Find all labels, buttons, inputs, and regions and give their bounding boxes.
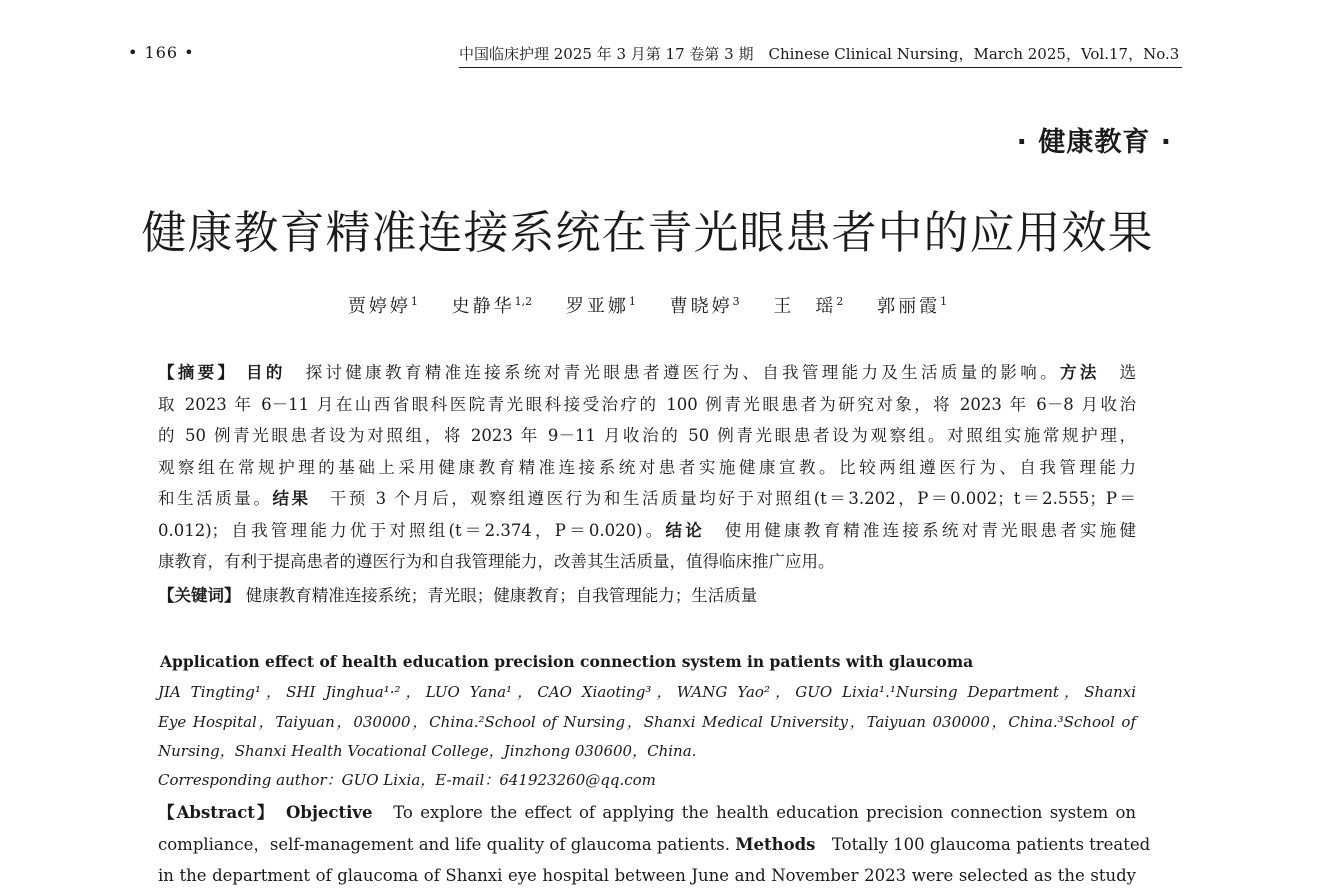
author-name: 贾婷婷 bbox=[347, 296, 411, 317]
affiliation-line: Eye Hospital，Taiyuan，030000，China.²School of Nursing，Shanxi Medical University，Taiyuan 030000，China.³School of bbox=[158, 712, 1136, 731]
abstract-en-label: 【Abstract】 bbox=[158, 803, 268, 822]
author-affil-sup: 2 bbox=[836, 295, 844, 308]
abstract-en-line bbox=[158, 797, 1136, 829]
abstract-cn-line bbox=[158, 515, 1136, 547]
abstract-cn-text: 0.012)；自我管理能力优于对照组(t＝2.374，P＝0.020)。 bbox=[158, 520, 666, 540]
author-list-cn bbox=[0, 292, 1295, 318]
corresponding-author-line: Corresponding author：GUO Lixia，E-mail：641923260@qq.com bbox=[158, 771, 656, 789]
author-affil-sup: 3 bbox=[732, 295, 740, 308]
author-cn bbox=[452, 296, 533, 317]
affiliation-line: JIA Tingting¹，SHI Jinghua¹·²，LUO Yana¹，CAO Xiaoting³，WANG Yao²，GUO Lixia¹.¹Nursing Department，Shanxi bbox=[158, 683, 1136, 701]
abstract-en-text: compliance，self-management and life quality of glaucoma patients. bbox=[158, 834, 730, 854]
keywords-cn-text: 健康教育精准连接系统；青光眼；健康教育；自我管理能力；生活质量 bbox=[245, 586, 758, 605]
author-name: 王 瑶 bbox=[773, 296, 837, 317]
author-affil-sup: 1 bbox=[628, 295, 636, 308]
section-label: · 健康教育 · bbox=[1016, 127, 1172, 158]
methods-label-en: Methods bbox=[735, 834, 816, 854]
author-name: 罗亚娜 bbox=[565, 296, 629, 317]
abstract-cn-line: 的 50 例青光眼患者设为对照组，将 2023 年 9－11 月收治的 50 例青光眼患者设为观察组。对照组实施常规护理， bbox=[158, 426, 1136, 445]
abstract-cn-text: 探讨健康教育精准连接系统对青光眼患者遵医行为、自我管理能力及生活质量的影响。 bbox=[305, 363, 1060, 382]
abstract-cn-line bbox=[158, 483, 1136, 515]
keywords-cn-label: 【关键词】 bbox=[158, 586, 241, 605]
abstract-cn-text: 使用健康教育精准连接系统对青光眼患者实施健 bbox=[724, 520, 1137, 540]
english-title: Application effect of health education precision connection system in patients with glaucoma bbox=[160, 652, 974, 671]
corresponding-author bbox=[158, 766, 1136, 796]
abstract-cn-line: 康教育，有利于提高患者的遵医行为和自我管理能力，改善其生活质量，值得临床推广应用。 bbox=[158, 552, 835, 571]
abstract-en-text: Totally 100 glaucoma patients treated bbox=[831, 834, 1151, 854]
author-name: 曹晓婷 bbox=[669, 296, 733, 317]
abstract-cn-text: 选 bbox=[1119, 363, 1137, 382]
keywords-cn bbox=[158, 580, 1136, 612]
methods-label-cn: 方法 bbox=[1060, 363, 1100, 382]
abstract-cn bbox=[158, 357, 1136, 578]
author-affil-sup: 1,2 bbox=[514, 295, 533, 308]
abstract-en-line bbox=[158, 829, 1151, 861]
abstract-cn-text: 干预 3 个月后，观察组遵医行为和生活质量均好于对照组(t＝3.202，P＝0.002；t＝2.555；P＝ bbox=[329, 489, 1136, 508]
author-cn bbox=[877, 296, 947, 317]
author-cn bbox=[566, 296, 636, 317]
abstract-cn-label: 【摘要】 bbox=[158, 363, 238, 382]
conclusion-label-cn: 结论 bbox=[665, 520, 705, 540]
author-cn bbox=[773, 296, 843, 317]
author-affil-sup: 1 bbox=[940, 295, 948, 308]
abstract-cn-line bbox=[158, 357, 1136, 389]
keywords-cn-line bbox=[158, 580, 1136, 612]
author-name: 史静华 bbox=[451, 296, 515, 317]
objective-label-en: Objective bbox=[286, 803, 373, 822]
abstract-en bbox=[158, 797, 1151, 892]
author-name: 郭丽霞 bbox=[877, 296, 941, 317]
author-affil-sup: 1 bbox=[410, 295, 418, 308]
english-authors-affiliations bbox=[158, 678, 1136, 767]
author-cn bbox=[348, 296, 418, 317]
abstract-cn-text: 和生活质量。 bbox=[158, 489, 273, 508]
results-label-cn: 结果 bbox=[272, 489, 311, 508]
affiliation-line: Nursing，Shanxi Health Vocational College，Jinzhong 030600，China. bbox=[158, 742, 697, 760]
abstract-en-line: in the department of glaucoma of Shanxi eye hospital between June and November 2023 were selected as the study bbox=[158, 866, 1136, 885]
paper-title: 健康教育精准连接系统在青光眼患者中的应用效果 bbox=[141, 206, 1154, 259]
objective-label-cn: 目的 bbox=[246, 363, 286, 382]
page-number: • 166 • bbox=[128, 43, 195, 62]
author-cn bbox=[670, 296, 740, 317]
abstract-cn-line: 取 2023 年 6－11 月在山西省眼科医院青光眼科接受治疗的 100 例青光眼患者为研究对象，将 2023 年 6－8 月收治 bbox=[158, 394, 1136, 414]
abstract-cn-line: 观察组在常规护理的基础上采用健康教育精准连接系统对患者实施健康宣教。比较两组遵医行为、自我管理能力 bbox=[158, 457, 1136, 477]
running-head: 中国临床护理 2025 年 3 月第 17 卷第 3 期 Chinese Clinical Nursing，March 2025，Vol.17，No.3 bbox=[459, 43, 1182, 68]
abstract-en-text: To explore the effect of applying the health education precision connection system on bbox=[393, 803, 1137, 822]
